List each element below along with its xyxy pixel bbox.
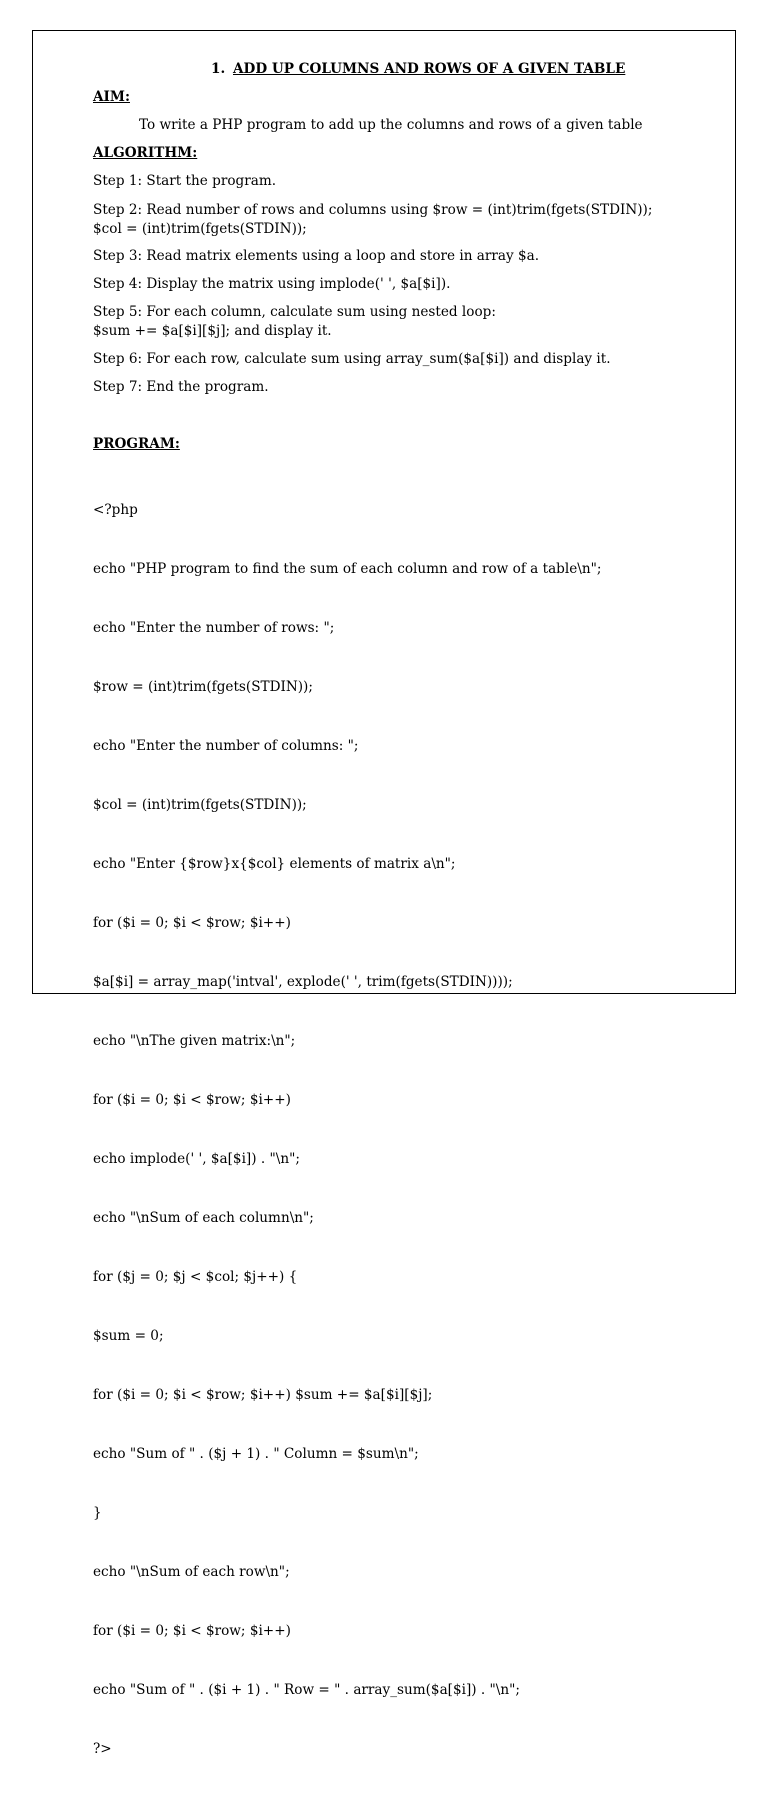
code-line: for ($i = 0; $i < $row; $i++) <box>93 915 291 932</box>
code-line: $a[$i] = array_map('intval', explode(' ', trim(fgets(STDIN)))); <box>93 974 513 991</box>
title-number: 1. <box>211 61 226 77</box>
code-line: $sum = 0; <box>93 1327 164 1344</box>
algorithm-step: Step 7: End the program. <box>93 379 269 395</box>
code-line: ?> <box>93 1740 112 1757</box>
algorithm-step: Step 2: Read number of rows and columns using $row = (int)trim(fgets(STDIN)); $col = (int)trim(fgets(STDIN)); <box>93 202 653 237</box>
code-line: echo "Sum of " . ($i + 1) . " Row = " . array_sum($a[$i]) . "\n"; <box>93 1681 520 1698</box>
code-line: echo "Enter {$row}x{$col} elements of matrix a\n"; <box>93 856 456 873</box>
algorithm-step: Step 4: Display the matrix using implode(' ', $a[$i]). <box>93 276 451 292</box>
code-line: } <box>93 1504 102 1521</box>
code-line: <?php <box>93 502 138 519</box>
code-line: echo "\nThe given matrix:\n"; <box>93 1033 296 1050</box>
program-heading: PROGRAM: <box>93 436 180 452</box>
aim-text: To write a PHP program to add up the columns and rows of a given table <box>139 117 643 133</box>
code-line: echo "\nSum of each column\n"; <box>93 1209 314 1226</box>
program-code <box>93 462 601 1799</box>
code-line: echo implode(' ', $a[$i]) . "\n"; <box>93 1150 300 1167</box>
code-line: for ($i = 0; $i < $row; $i++) <box>93 1092 291 1108</box>
algorithm-step: Step 6: For each row, calculate sum using array_sum($a[$i]) and display it. <box>93 351 611 367</box>
document-title <box>211 60 731 79</box>
code-line: echo "PHP program to find the sum of each column and row of a table\n"; <box>93 561 602 578</box>
algorithm-step: Step 5: For each column, calculate sum using nested loop: $sum += $a[$i][$j]; and display it. <box>93 304 496 339</box>
code-line: $col = (int)trim(fgets(STDIN)); <box>93 797 307 814</box>
code-line: for ($j = 0; $j < $col; $j++) { <box>93 1268 298 1285</box>
algorithm-step: Step 3: Read matrix elements using a loop and store in array $a. <box>93 248 540 264</box>
algorithm-heading: ALGORITHM: <box>93 145 198 161</box>
code-line: $row = (int)trim(fgets(STDIN)); <box>93 679 313 696</box>
code-line: echo "Enter the number of rows: "; <box>93 620 335 637</box>
code-line: for ($i = 0; $i < $row; $i++) $sum += $a[$i][$j]; <box>93 1386 433 1403</box>
title-text: ADD UP COLUMNS AND ROWS OF A GIVEN TABLE <box>233 61 626 77</box>
aim-heading: AIM: <box>93 89 130 105</box>
algorithm-step: Step 1: Start the program. <box>93 173 277 189</box>
code-line: for ($i = 0; $i < $row; $i++) <box>93 1622 291 1639</box>
code-line: echo "\nSum of each row\n"; <box>93 1563 290 1580</box>
code-line: echo "Enter the number of columns: "; <box>93 738 359 755</box>
code-line: echo "Sum of " . ($j + 1) . " Column = $sum\n"; <box>93 1445 419 1462</box>
